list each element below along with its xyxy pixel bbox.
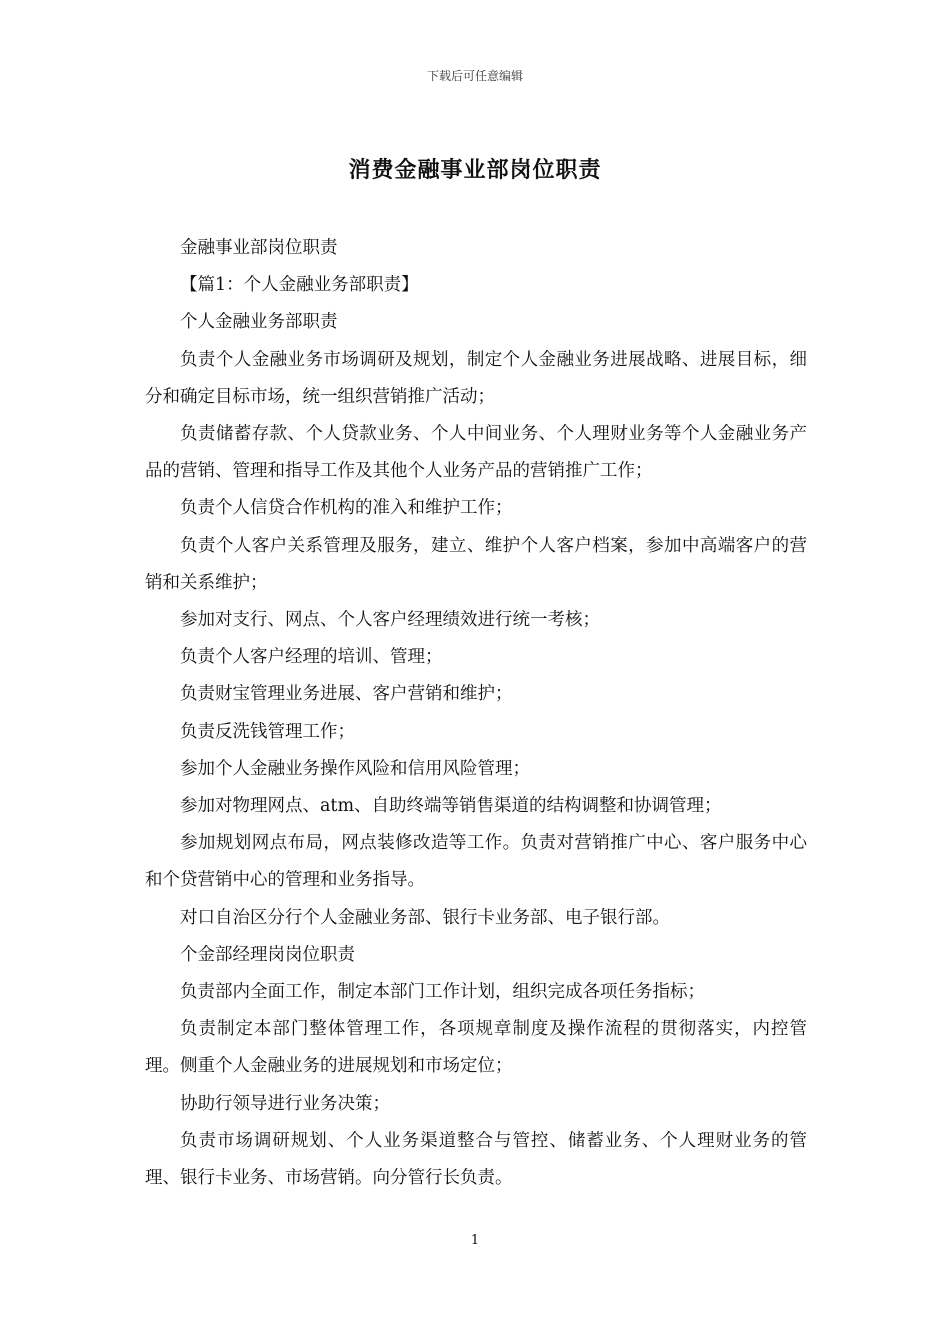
paragraph: 个人金融业务部职责 (180, 312, 338, 333)
paragraph: 【篇1：个人金融业务部职责】 (180, 275, 419, 296)
paragraph: 参加规划网点布局，网点装修改造等工作。负责对营销推广中心、客户服务中心和个贷营销中心的管理和业务指导。 (145, 833, 807, 891)
document-body (145, 230, 807, 1197)
paragraph: 负责反洗钱管理工作； (180, 721, 355, 742)
paragraph: 负责个人信贷合作机构的准入和维护工作； (180, 498, 513, 519)
paragraph: 对口自治区分行个人金融业务部、银行卡业务部、电子银行部。 (180, 907, 670, 928)
header-note: 下载后可任意编辑 (426, 69, 523, 83)
document-title: 消费金融事业部岗位职责 (348, 157, 602, 183)
paragraph: 协助行领导进行业务决策； (180, 1093, 390, 1114)
paragraph: 参加对物理网点、atm、自助终端等销售渠道的结构调整和协调管理； (180, 796, 722, 817)
paragraph: 负责财宝管理业务进展、客户营销和维护； (180, 684, 513, 705)
paragraph: 个金部经理岗岗位职责 (180, 944, 355, 965)
paragraph: 负责个人客户关系管理及服务，建立、维护个人客户档案，参加中高端客户的营销和关系维护； (145, 535, 807, 593)
paragraph: 负责制定本部门整体管理工作，各项规章制度及操作流程的贯彻落实，内控管理。侧重个人金融业务的进展规划和市场定位； (145, 1019, 807, 1077)
paragraph: 负责个人客户经理的培训、管理； (180, 647, 443, 668)
paragraph: 参加对支行、网点、个人客户经理绩效进行统一考核； (180, 610, 600, 631)
paragraph: 负责个人金融业务市场调研及规划，制定个人金融业务进展战略、进展目标，细分和确定目标市场，统一组织营销推广活动； (145, 349, 807, 407)
paragraph: 参加个人金融业务操作风险和信用风险管理； (180, 758, 530, 779)
paragraph: 负责部内全面工作，制定本部门工作计划，组织完成各项任务指标； (180, 982, 705, 1003)
paragraph: 金融事业部岗位职责 (180, 238, 338, 258)
paragraph: 负责市场调研规划、个人业务渠道整合与管控、储蓄业务、个人理财业务的管理、银行卡业务、市场营销。向分管行长负责。 (145, 1130, 807, 1189)
page-number: 1 (470, 1233, 480, 1248)
paragraph: 负责储蓄存款、个人贷款业务、个人中间业务、个人理财业务等个人金融业务产品的营销、管理和指导工作及其他个人业务产品的营销推广工作； (145, 424, 807, 482)
